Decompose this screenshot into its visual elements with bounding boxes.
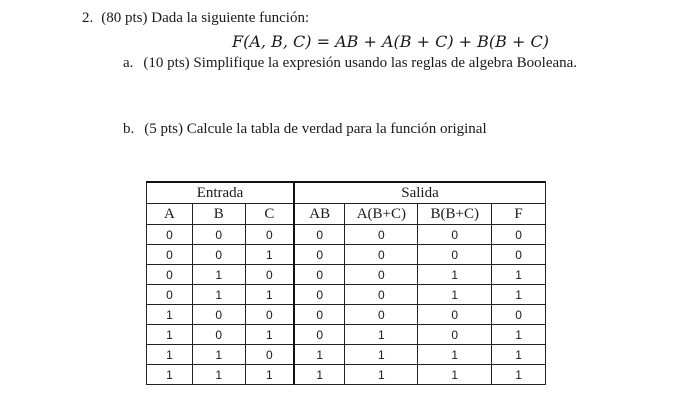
table-cell: 0 [418,305,492,325]
table-row [147,305,546,325]
table-cell: 0 [294,265,345,285]
table-cell: 0 [245,345,294,365]
col-header-f: F [492,204,546,225]
table-row [147,325,546,345]
table-cell: 0 [294,245,345,265]
group-header-row [147,182,546,204]
question-heading [82,10,309,27]
table-cell: 0 [147,245,193,265]
table-row [147,225,546,245]
table-row [147,345,546,365]
entrada-header: Entrada [147,182,295,204]
item-a-label: a. [123,55,134,71]
formula-lhs: F(A, B, C) [232,32,312,51]
table-cell: 1 [492,325,546,345]
col-header-b-b-plus-c: B(B+C) [418,204,492,225]
item-b [123,121,487,138]
table-cell: 0 [418,225,492,245]
question-number: 2. [82,10,94,26]
table-cell: 1 [192,285,245,305]
table-cell: 1 [245,245,294,265]
table-cell: 0 [245,225,294,245]
col-header-b: B [192,204,245,225]
table-cell: 0 [192,245,245,265]
table-cell: 0 [245,265,294,285]
col-header-c: C [245,204,294,225]
col-header-a-b-plus-c: A(B+C) [345,204,418,225]
table-cell: 1 [345,345,418,365]
item-a-text: (10 pts) Simplifique la expresión usando las reglas de algebra Booleana. [143,55,578,71]
table-cell: 0 [345,245,418,265]
table-cell: 0 [147,285,193,305]
table-cell: 1 [492,365,546,385]
table-cell: 0 [294,225,345,245]
table-cell: 1 [192,345,245,365]
table-cell: 1 [418,365,492,385]
table-cell: 1 [492,285,546,305]
truth-table [146,181,546,385]
question-text: (80 pts) Dada la siguiente función: [101,10,310,26]
table-cell: 1 [492,265,546,285]
table-cell: 1 [294,365,345,385]
table-cell: 0 [345,225,418,245]
table-cell: 1 [492,345,546,365]
table-cell: 1 [147,345,193,365]
item-a [123,55,577,72]
table-row [147,245,546,265]
table-cell: 0 [192,225,245,245]
table-cell: 1 [245,325,294,345]
table-cell: 0 [418,245,492,265]
table-cell: 1 [345,365,418,385]
table-cell: 0 [492,225,546,245]
table-cell: 1 [192,365,245,385]
table-cell: 0 [294,325,345,345]
table-cell: 0 [492,245,546,265]
table-cell: 0 [245,305,294,325]
salida-header: Salida [294,182,545,204]
table-cell: 0 [492,305,546,325]
table-cell: 1 [345,325,418,345]
table-cell: 0 [192,325,245,345]
table-cell: 0 [147,225,193,245]
table-cell: 0 [294,285,345,305]
table-cell: 0 [294,305,345,325]
table-cell: 0 [192,305,245,325]
table-cell: 0 [345,285,418,305]
table-cell: 1 [192,265,245,285]
formula-rhs: = AB + A(B + C) + B(B + C) [311,32,549,51]
column-header-row [147,204,546,225]
item-b-text: (5 pts) Calcule la tabla de verdad para la función original [144,121,487,137]
boolean-formula [232,32,549,51]
table-cell: 1 [245,365,294,385]
table-cell: 0 [345,305,418,325]
table-cell: 1 [147,305,193,325]
table-row [147,285,546,305]
table-cell: 0 [147,265,193,285]
table-cell: 1 [294,345,345,365]
table-cell: 0 [345,265,418,285]
table-row [147,265,546,285]
table-cell: 1 [245,285,294,305]
table-cell: 1 [418,265,492,285]
table-cell: 0 [418,325,492,345]
table-cell: 1 [418,285,492,305]
table-cell: 1 [418,345,492,365]
table-cell: 1 [147,325,193,345]
col-header-a: A [147,204,193,225]
table-row [147,365,546,385]
item-b-label: b. [123,121,135,137]
col-header-ab: AB [294,204,345,225]
table-cell: 1 [147,365,193,385]
